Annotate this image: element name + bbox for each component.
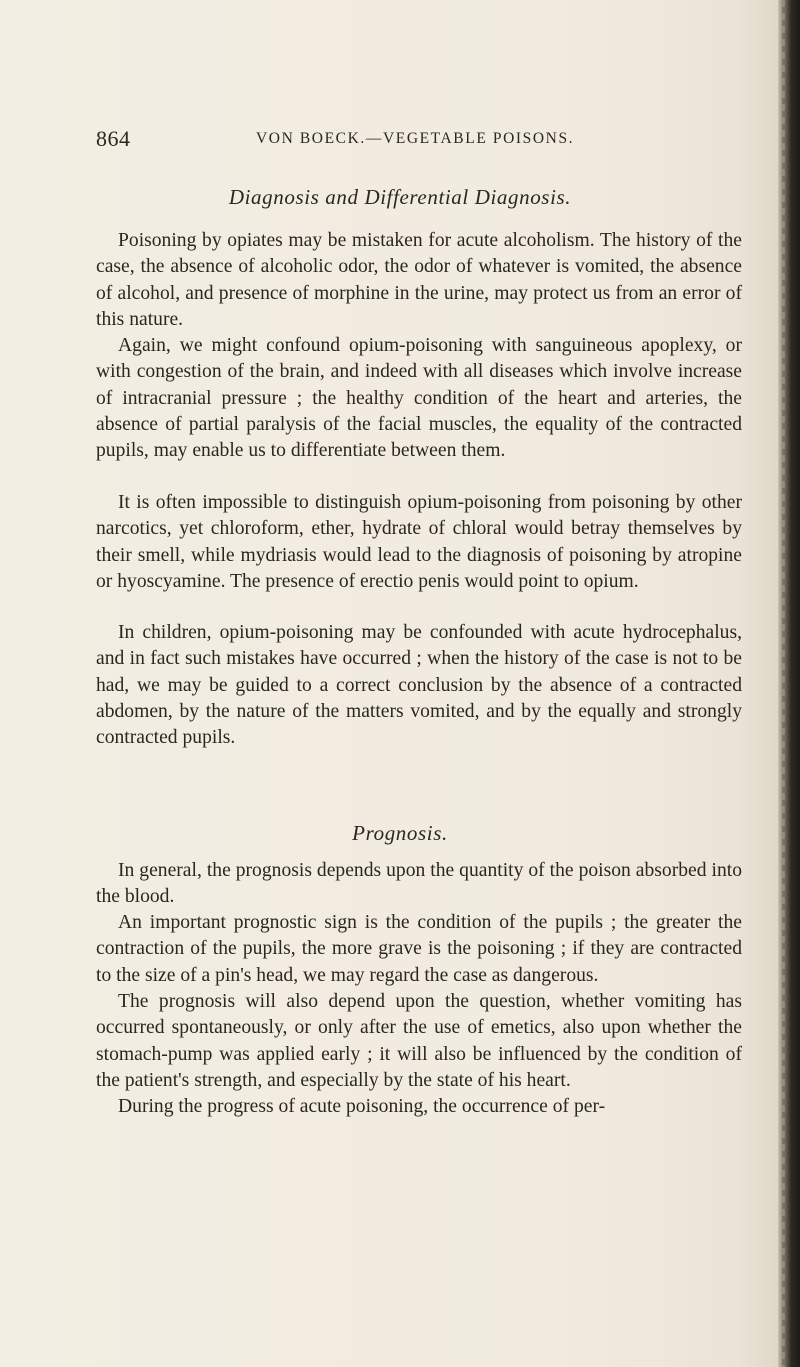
paragraph: In general, the prognosis depends upon the quantity of the poison absorbed into the blood. bbox=[96, 860, 742, 908]
paragraph: Again, we might confound opium-poisoning with sanguineous apoplexy, or with congestion of the brain, and indeed with all diseases which involve increase of intracranial pressure ; the healthy condition of the heart and arteries, the absence of partial paralysis of the facial muscles, the equality of the contracted pupils, may enable us to differentiate between them. bbox=[96, 335, 742, 462]
paragraph: An important prognostic sign is the condition of the pupils ; the greater the contraction of the pupils, the more grave is the poisoning ; if they are contracted to the size of a pin's head, we may regard the case as dangerous. bbox=[96, 912, 742, 986]
page-number: 864 bbox=[96, 126, 131, 151]
paragraph: In children, opium-poisoning may be confounded with acute hydrocephalus, and in fact such mistakes have occurred ; when the history of the case is not to be had, we may be guided to a correct conclusion by the absence of a contracted abdomen, by the nature of the matters vomited, and by the equally and strongly contracted pupils. bbox=[96, 622, 742, 749]
page-header bbox=[96, 126, 746, 158]
section-title-prognosis: Prognosis. bbox=[352, 821, 448, 845]
paragraph: The prognosis will also depend upon the question, whether vomiting has occurred spontaneously, or only after the use of emetics, also upon whether the stomach-pump was applied early ; it will also be influenced by the condition of the patient's strength, and especially by the state of his heart. bbox=[96, 991, 742, 1091]
paragraph: During the progress of acute poisoning, the occurrence of per- bbox=[118, 1096, 606, 1117]
paragraph: It is often impossible to distinguish opium-poisoning from poisoning by other narcotics, yet chloroform, ether, hydrate of chloral would betray themselves by their smell, while mydriasis would lead to the diagnosis of poisoning by atropine or hyoscyamine. The presence of erectio penis would point to opium. bbox=[96, 492, 742, 592]
paragraph: Poisoning by opiates may be mistaken for acute alcoholism. The history of the case, the absence of alcoholic odor, the odor of whatever is vomited, the absence of alcohol, and presence of morphine in the urine, may protect us from an error of this nature. bbox=[96, 230, 742, 330]
running-head: VON BOECK.—VEGETABLE POISONS. bbox=[256, 130, 575, 147]
section-title-diagnosis: Diagnosis and Differential Diagnosis. bbox=[228, 185, 572, 209]
